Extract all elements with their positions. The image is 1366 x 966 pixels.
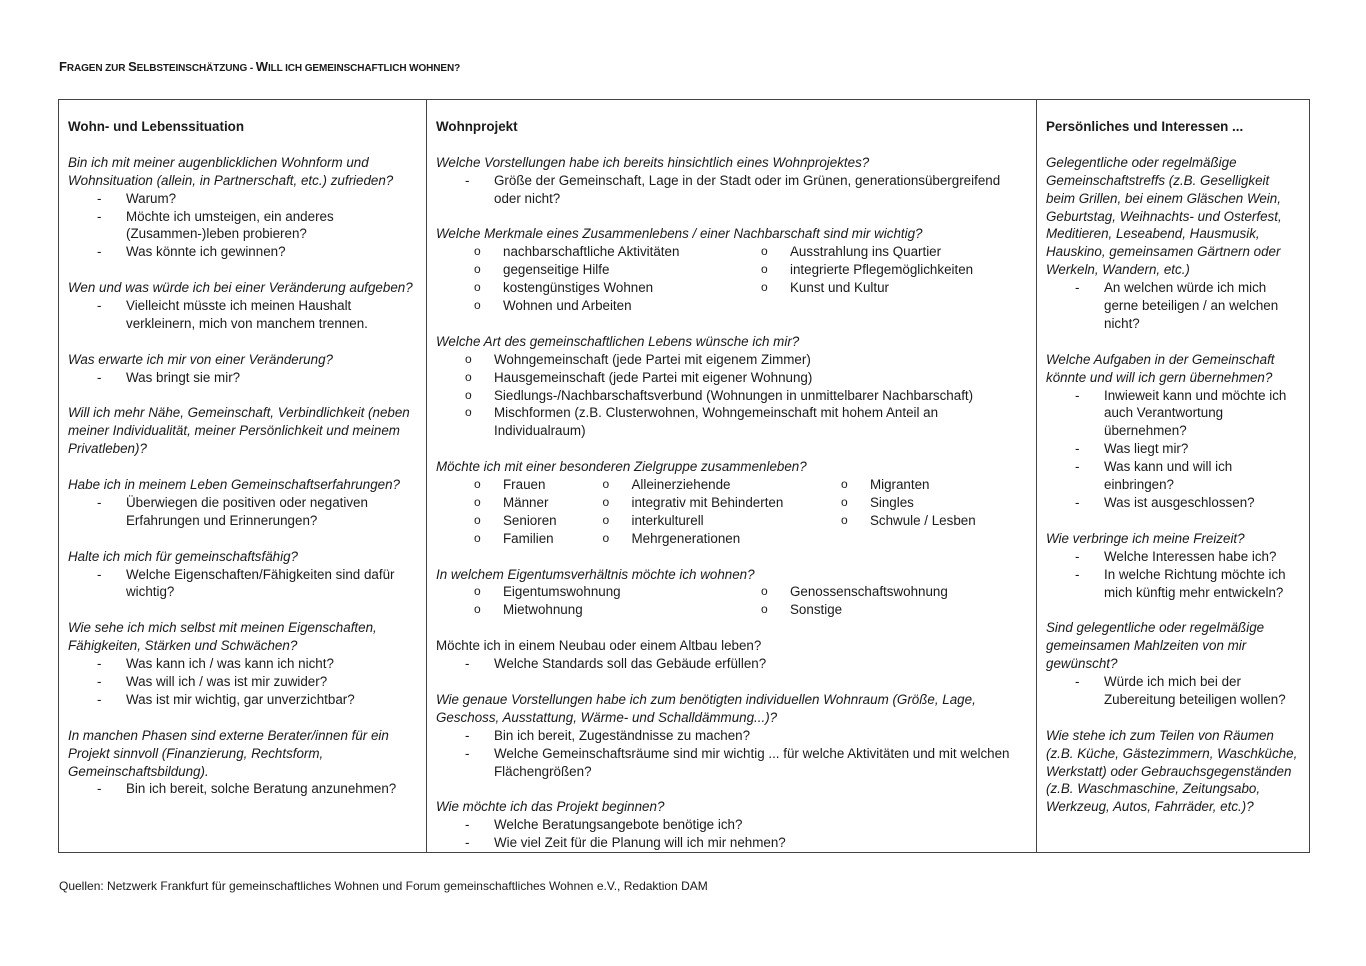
question-block xyxy=(436,458,1028,548)
list-item: o Singles xyxy=(841,494,1028,512)
list-item: o Mietwohnung xyxy=(436,601,732,619)
title-segment: ELBSTEINSCHÄTZUNG - xyxy=(136,63,256,74)
list-item: o Hausgemeinschaft (jede Partei mit eigener Wohnung) xyxy=(436,369,1028,387)
question-block xyxy=(436,637,1028,673)
question-block xyxy=(68,351,418,387)
question-block xyxy=(68,727,418,799)
list-item: o Genossenschaftswohnung xyxy=(732,583,1028,601)
list-item: - Was ist mir wichtig, gar unverzichtbar? xyxy=(68,691,418,709)
list-item: - Welche Standards soll das Gebäude erfüllen? xyxy=(436,655,1028,673)
list-item: o Eigentumswohnung xyxy=(436,583,732,601)
question-block xyxy=(436,691,1028,781)
column-header: Wohnprojekt xyxy=(436,119,518,134)
list-item: - Größe der Gemeinschaft, Lage in der Stadt oder im Grünen, generationsübergreifend oder nicht? xyxy=(436,172,1028,208)
list-item: - Was bringt sie mir? xyxy=(68,369,418,387)
question-text: Wie möchte ich das Projekt beginnen? xyxy=(436,799,665,815)
question-block xyxy=(68,404,418,458)
question-text: Wie stehe ich zum Teilen von Räumen (z.B. Küche, Gästezimmern, Waschküche, Werkstatt) oder Gebrauchsgegenständen (z.B. Waschmaschine, Zeitungsabo, Werkzeug, Autos, Fahrräder, etc.)? xyxy=(1046,727,1298,815)
list-item: o Frauen xyxy=(436,476,602,494)
question-text: Was erwarte ich mir von einer Veränderung? xyxy=(68,351,333,367)
list-item: - Welche Interessen habe ich? xyxy=(1046,548,1301,566)
question-text: Welche Aufgaben in der Gemeinschaft könnte und will ich gern übernehmen? xyxy=(1046,351,1275,385)
option-column xyxy=(436,476,602,548)
list-item: - Was kann und will ich einbringen? xyxy=(1046,458,1301,494)
question-block xyxy=(436,798,1028,852)
list-item: - Was will ich / was ist mir zuwider? xyxy=(68,673,418,691)
list-item: o Alleinerziehende xyxy=(602,476,840,494)
question-text: Welche Art des gemeinschaftlichen Lebens wünsche ich mir? xyxy=(436,333,800,349)
option-columns xyxy=(436,583,1028,619)
list-item: - Was könnte ich gewinnen? xyxy=(68,243,418,261)
column-personal-interests xyxy=(1037,100,1310,853)
question-block xyxy=(436,333,1028,440)
question-text: Wie verbringe ich meine Freizeit? xyxy=(1046,530,1245,546)
list-item: o interkulturell xyxy=(602,512,840,530)
list-item: o Siedlungs-/Nachbarschaftsverbund (Wohnungen in unmittelbarer Nachbarschaft) xyxy=(436,387,1028,405)
list-item: - In welche Richtung möchte ich mich künftig mehr entwickeln? xyxy=(1046,566,1301,602)
question-block xyxy=(68,548,418,602)
list-item: - Welche Eigenschaften/Fähigkeiten sind dafür wichtig? xyxy=(68,566,418,602)
list-item: - Warum? xyxy=(68,190,418,208)
question-text: In welchem Eigentumsverhältnis möchte ich wohnen? xyxy=(436,566,755,582)
title-segment: W xyxy=(255,59,268,74)
question-text: In manchen Phasen sind externe Berater/innen für ein Projekt sinnvoll (Finanzierung, Rechtsform, Gemeinschaftsbildung). xyxy=(68,727,389,779)
sources-footer: Quellen: Netzwerk Frankfurt für gemeinschaftliches Wohnen und Forum gemeinschaftliches Wohnen e.V., Redaktion DAM xyxy=(59,879,708,893)
list-item: - Was kann ich / was kann ich nicht? xyxy=(68,655,418,673)
title-segment: RAGEN ZUR xyxy=(66,63,129,74)
list-item: - Bin ich bereit, Zugeständnisse zu machen? xyxy=(436,727,1028,745)
list-item: o Familien xyxy=(436,530,602,548)
list-item: o integrierte Pflegemöglichkeiten xyxy=(732,261,1028,279)
question-block xyxy=(436,225,1028,315)
question-block xyxy=(436,566,1028,620)
list-item: - Wie viel Zeit für die Planung will ich mir nehmen? xyxy=(436,834,1028,852)
question-block xyxy=(68,476,418,530)
list-item: o Migranten xyxy=(841,476,1028,494)
question-block xyxy=(68,619,418,709)
list-item: - Inwieweit kann und möchte ich auch Verantwortung übernehmen? xyxy=(1046,387,1301,441)
option-column xyxy=(602,476,840,548)
option-columns xyxy=(436,476,1028,548)
question-list xyxy=(1046,154,1301,816)
option-column xyxy=(436,583,732,619)
list-item: o nachbarschaftliche Aktivitäten xyxy=(436,243,732,261)
column-living-situation xyxy=(59,100,427,853)
question-text: Wie genaue Vorstellungen habe ich zum benötigten individuellen Wohnraum (Größe, Lage, Geschoss, Ausstattung, Wärme- und Schalldämmung...)? xyxy=(436,691,976,725)
option-column xyxy=(436,243,732,315)
list-item: - Möchte ich umsteigen, ein anderes (Zusammen-)leben probieren? xyxy=(68,208,418,244)
column-header: Wohn- und Lebenssituation xyxy=(68,119,245,134)
list-item: - Würde ich mich bei der Zubereitung beteiligen wollen? xyxy=(1046,673,1301,709)
question-block xyxy=(1046,530,1301,602)
list-item: - Was liegt mir? xyxy=(1046,440,1301,458)
list-item: o gegenseitige Hilfe xyxy=(436,261,732,279)
list-item: o integrativ mit Behinderten xyxy=(602,494,840,512)
question-text: Bin ich mit meiner augenblicklichen Wohnform und Wohnsituation (allein, in Partnerschaft, etc.) zufrieden? xyxy=(68,154,394,188)
question-text: Sind gelegentliche oder regelmäßige gemeinsamen Mahlzeiten von mir gewünscht? xyxy=(1046,620,1265,672)
question-block xyxy=(436,154,1028,208)
question-text: Halte ich mich für gemeinschaftsfähig? xyxy=(68,548,298,564)
list-item: - An welchen würde ich mich gerne beteiligen / an welchen nicht? xyxy=(1046,279,1301,333)
questions-table xyxy=(58,99,1310,853)
list-item: o Mehrgenerationen xyxy=(602,530,840,548)
list-item: - Überwiegen die positiven oder negativen Erfahrungen und Erinnerungen? xyxy=(68,494,418,530)
list-item: - Vielleicht müsste ich meinen Haushalt verkleinern, mich von manchem trennen. xyxy=(68,297,418,333)
question-block xyxy=(1046,154,1301,333)
list-item: o Ausstrahlung ins Quartier xyxy=(732,243,1028,261)
question-block xyxy=(68,154,418,261)
question-text: Gelegentliche oder regelmäßige Gemeinschaftstreffs (z.B. Geselligkeit beim Grillen, bei einem Gläschen Wein, Geburtstag, Weihnachts- und Osterfest, Meditieren, Leseabend, Hausmusik, Hauskino, gemeinsamen Gärtnern oder Werkeln, Wandern, etc.) xyxy=(1046,154,1282,278)
list-item: - Bin ich bereit, solche Beratung anzunehmen? xyxy=(68,780,418,798)
column-housing-project xyxy=(427,100,1037,853)
list-item: o Wohnen und Arbeiten xyxy=(436,297,732,315)
list-item: o Männer xyxy=(436,494,602,512)
question-list xyxy=(68,154,418,799)
list-item: o Sonstige xyxy=(732,601,1028,619)
title-segment: ILL ICH GEMEINSCHAFTLICH WOHNEN? xyxy=(267,63,461,74)
question-text: Wen und was würde ich bei einer Veränderung aufgeben? xyxy=(68,280,413,296)
list-item: o Wohngemeinschaft (jede Partei mit eigenem Zimmer) xyxy=(436,351,1028,369)
question-block xyxy=(1046,351,1301,512)
list-item: - Welche Beratungsangebote benötige ich? xyxy=(436,816,1028,834)
list-item: - Welche Gemeinschaftsräume sind mir wichtig ... für welche Aktivitäten und mit welchen Flächengrößen? xyxy=(436,745,1028,781)
list-item: o kostengünstiges Wohnen xyxy=(436,279,732,297)
title-segment: F xyxy=(59,59,67,74)
question-text: Möchte ich in einem Neubau oder einem Altbau leben? xyxy=(436,638,762,654)
title-segment: S xyxy=(128,59,137,74)
question-text: Welche Merkmale eines Zusammenlebens / einer Nachbarschaft sind mir wichtig? xyxy=(436,226,923,242)
option-column xyxy=(732,243,1028,315)
page-title xyxy=(59,59,460,74)
question-text: Möchte ich mit einer besonderen Zielgruppe zusammenleben? xyxy=(436,459,807,475)
question-block xyxy=(1046,619,1301,709)
question-block xyxy=(68,279,418,333)
option-column xyxy=(732,583,1028,619)
question-text: Habe ich in meinem Leben Gemeinschaftserfahrungen? xyxy=(68,477,400,493)
option-columns xyxy=(436,243,1028,315)
question-text: Wie sehe ich mich selbst mit meinen Eigenschaften, Fähigkeiten, Stärken und Schwächen? xyxy=(68,620,377,654)
list-item: o Senioren xyxy=(436,512,602,530)
list-item: o Kunst und Kultur xyxy=(732,279,1028,297)
list-item: o Mischformen (z.B. Clusterwohnen, Wohngemeinschaft mit hohem Anteil an Individualraum) xyxy=(436,404,1028,440)
question-text: Welche Vorstellungen habe ich bereits hinsichtlich eines Wohnprojektes? xyxy=(436,154,870,170)
option-column xyxy=(841,476,1028,548)
question-text: Will ich mehr Nähe, Gemeinschaft, Verbindlichkeit (neben meiner Individualität, meiner Persönlichkeit und meinem Privatleben)? xyxy=(68,405,410,457)
column-header: Persönliches und Interessen ... xyxy=(1046,119,1244,134)
list-item: - Was ist ausgeschlossen? xyxy=(1046,494,1301,512)
question-block xyxy=(1046,727,1301,817)
list-item: o Schwule / Lesben xyxy=(841,512,1028,530)
